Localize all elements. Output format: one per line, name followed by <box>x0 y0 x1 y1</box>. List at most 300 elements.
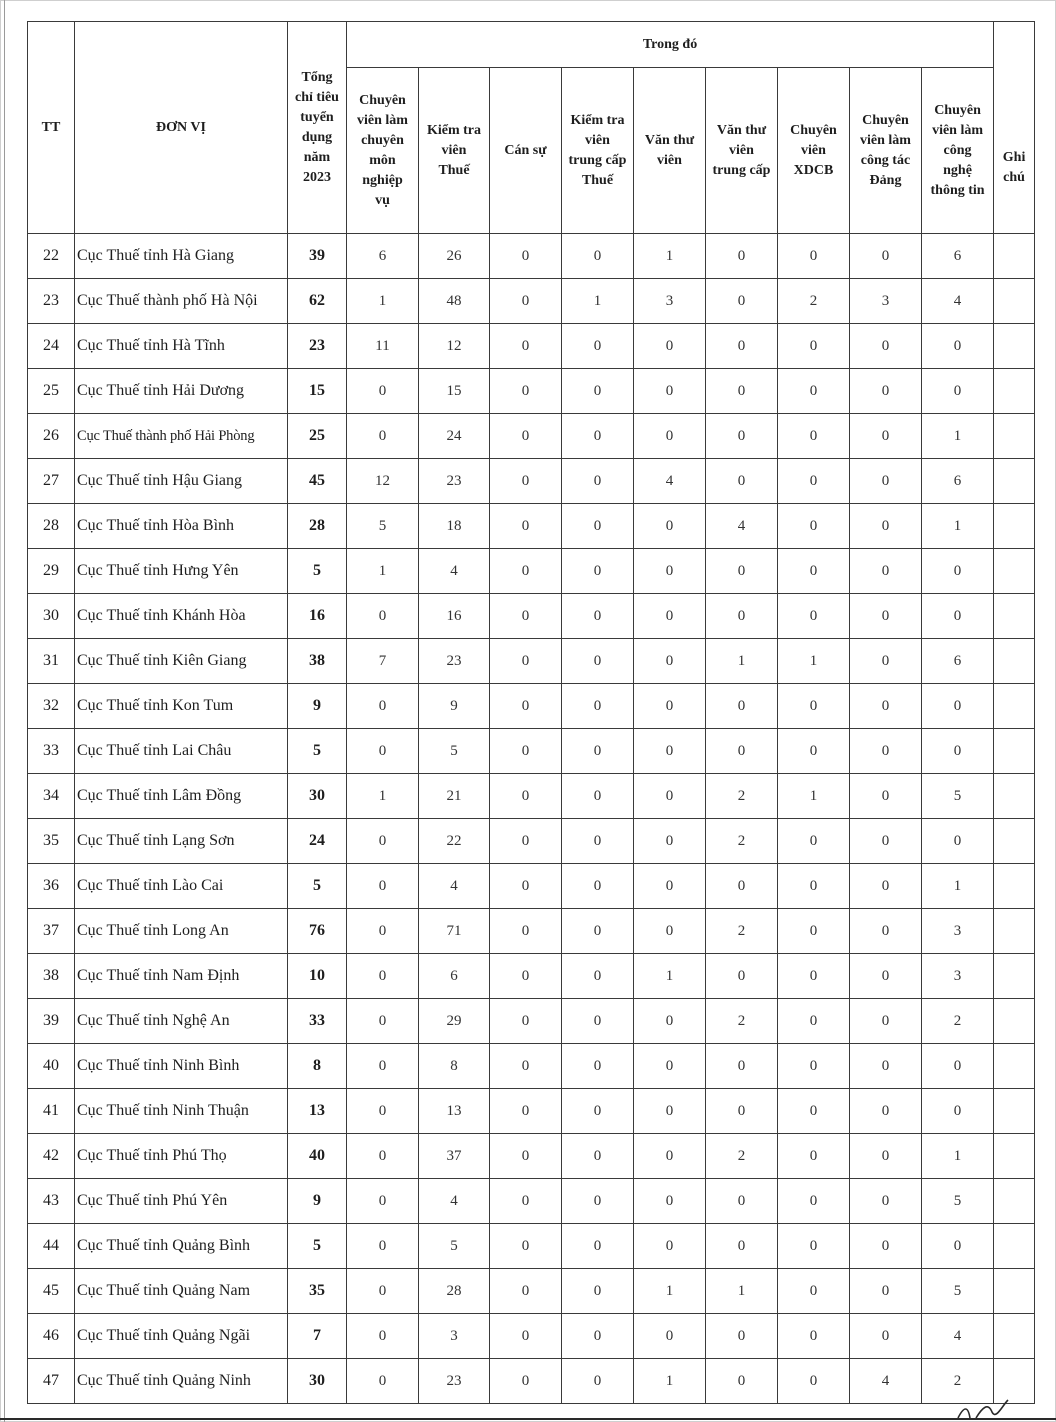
notes-cell <box>994 1269 1035 1314</box>
total-quota: 10 <box>288 954 347 999</box>
total-quota: 9 <box>288 1179 347 1224</box>
unit-name: Cục Thuế tỉnh Kon Tum <box>75 684 288 729</box>
header-tt: TT <box>28 22 75 234</box>
total-quota: 38 <box>288 639 347 684</box>
total-quota: 5 <box>288 864 347 909</box>
header-unit: ĐƠN VỊ <box>75 22 288 234</box>
unit-name: Cục Thuế tỉnh Phú Thọ <box>75 1134 288 1179</box>
clerk-count: 0 <box>490 999 562 1044</box>
archivist-count: 0 <box>634 324 706 369</box>
it-specialist-count: 1 <box>922 504 994 549</box>
clerk-count: 0 <box>490 1044 562 1089</box>
notes-cell <box>994 1224 1035 1269</box>
unit-name: Cục Thuế tỉnh Hậu Giang <box>75 459 288 504</box>
specialist-professional-count: 0 <box>347 954 419 999</box>
it-specialist-count: 3 <box>922 909 994 954</box>
table-row <box>28 549 1035 594</box>
intermediate-archivist-count: 0 <box>706 549 778 594</box>
capital-construction-specialist-count: 0 <box>778 369 850 414</box>
total-quota: 5 <box>288 1224 347 1269</box>
clerk-count: 0 <box>490 729 562 774</box>
intermediate-tax-inspector-count: 0 <box>562 639 634 684</box>
table-row <box>28 999 1035 1044</box>
tax-inspector-count: 16 <box>419 594 490 639</box>
intermediate-archivist-count: 0 <box>706 1044 778 1089</box>
specialist-professional-count: 0 <box>347 369 419 414</box>
intermediate-archivist-count: 0 <box>706 684 778 729</box>
clerk-count: 0 <box>490 459 562 504</box>
unit-name: Cục Thuế tỉnh Hà Giang <box>75 234 288 279</box>
archivist-count: 0 <box>634 414 706 459</box>
notes-cell <box>994 729 1035 774</box>
row-number: 23 <box>28 279 75 324</box>
party-affairs-specialist-count: 0 <box>850 819 922 864</box>
row-number: 32 <box>28 684 75 729</box>
clerk-count: 0 <box>490 684 562 729</box>
total-quota: 24 <box>288 819 347 864</box>
notes-cell <box>994 684 1035 729</box>
capital-construction-specialist-count: 0 <box>778 459 850 504</box>
total-quota: 35 <box>288 1269 347 1314</box>
capital-construction-specialist-count: 0 <box>778 504 850 549</box>
row-number: 42 <box>28 1134 75 1179</box>
specialist-professional-count: 0 <box>347 1359 419 1404</box>
intermediate-archivist-count: 0 <box>706 864 778 909</box>
notes-cell <box>994 1359 1035 1404</box>
party-affairs-specialist-count: 0 <box>850 414 922 459</box>
row-number: 45 <box>28 1269 75 1314</box>
notes-cell <box>994 369 1035 414</box>
total-quota: 9 <box>288 684 347 729</box>
archivist-count: 0 <box>634 504 706 549</box>
header-specialist-professional: Chuyên viên làm chuyên môn nghiệp vụ <box>347 68 419 234</box>
row-number: 27 <box>28 459 75 504</box>
tax-inspector-count: 71 <box>419 909 490 954</box>
notes-cell <box>994 1314 1035 1359</box>
it-specialist-count: 0 <box>922 594 994 639</box>
clerk-count: 0 <box>490 504 562 549</box>
it-specialist-count: 6 <box>922 459 994 504</box>
clerk-count: 0 <box>490 1179 562 1224</box>
header-total-quota: Tổng chỉ tiêu tuyển dụng năm 2023 <box>288 22 347 234</box>
specialist-professional-count: 0 <box>347 999 419 1044</box>
table-row <box>28 1269 1035 1314</box>
it-specialist-count: 3 <box>922 954 994 999</box>
notes-cell <box>994 819 1035 864</box>
unit-name: Cục Thuế tỉnh Lâm Đồng <box>75 774 288 819</box>
intermediate-tax-inspector-count: 0 <box>562 774 634 819</box>
specialist-professional-count: 0 <box>347 1269 419 1314</box>
intermediate-archivist-count: 0 <box>706 729 778 774</box>
party-affairs-specialist-count: 0 <box>850 729 922 774</box>
specialist-professional-count: 0 <box>347 819 419 864</box>
row-number: 46 <box>28 1314 75 1359</box>
clerk-count: 0 <box>490 774 562 819</box>
specialist-professional-count: 0 <box>347 909 419 954</box>
notes-cell <box>994 324 1035 369</box>
party-affairs-specialist-count: 0 <box>850 1044 922 1089</box>
notes-cell <box>994 864 1035 909</box>
archivist-count: 0 <box>634 999 706 1044</box>
intermediate-archivist-count: 4 <box>706 504 778 549</box>
intermediate-tax-inspector-count: 0 <box>562 954 634 999</box>
notes-cell <box>994 234 1035 279</box>
unit-name: Cục Thuế tỉnh Hưng Yên <box>75 549 288 594</box>
header-intermediate-archivist: Văn thư viên trung cấp <box>706 68 778 234</box>
table-row <box>28 729 1035 774</box>
specialist-professional-count: 5 <box>347 504 419 549</box>
intermediate-archivist-count: 0 <box>706 414 778 459</box>
archivist-count: 0 <box>634 819 706 864</box>
header-party-affairs-specialist: Chuyên viên làm công tác Đảng <box>850 68 922 234</box>
unit-name: Cục Thuế tỉnh Quảng Ninh <box>75 1359 288 1404</box>
table-row <box>28 1089 1035 1134</box>
party-affairs-specialist-count: 0 <box>850 999 922 1044</box>
it-specialist-count: 0 <box>922 819 994 864</box>
capital-construction-specialist-count: 0 <box>778 414 850 459</box>
capital-construction-specialist-count: 1 <box>778 639 850 684</box>
table-row <box>28 909 1035 954</box>
tax-inspector-count: 28 <box>419 1269 490 1314</box>
party-affairs-specialist-count: 0 <box>850 1314 922 1359</box>
tax-inspector-count: 9 <box>419 684 490 729</box>
notes-cell <box>994 909 1035 954</box>
intermediate-tax-inspector-count: 0 <box>562 1314 634 1359</box>
archivist-count: 0 <box>634 729 706 774</box>
capital-construction-specialist-count: 0 <box>778 909 850 954</box>
intermediate-tax-inspector-count: 0 <box>562 909 634 954</box>
header-clerk: Cán sự <box>490 68 562 234</box>
notes-cell <box>994 1179 1035 1224</box>
total-quota: 8 <box>288 1044 347 1089</box>
header-archivist: Văn thư viên <box>634 68 706 234</box>
tax-inspector-count: 3 <box>419 1314 490 1359</box>
specialist-professional-count: 11 <box>347 324 419 369</box>
header-notes: Ghi chú <box>994 22 1035 234</box>
notes-cell <box>994 1089 1035 1134</box>
total-quota: 23 <box>288 324 347 369</box>
intermediate-archivist-count: 0 <box>706 1359 778 1404</box>
capital-construction-specialist-count: 0 <box>778 1179 850 1224</box>
capital-construction-specialist-count: 0 <box>778 1269 850 1314</box>
capital-construction-specialist-count: 1 <box>778 774 850 819</box>
unit-name: Cục Thuế tỉnh Quảng Nam <box>75 1269 288 1314</box>
clerk-count: 0 <box>490 279 562 324</box>
archivist-count: 0 <box>634 1089 706 1134</box>
archivist-count: 0 <box>634 1134 706 1179</box>
intermediate-tax-inspector-count: 0 <box>562 1224 634 1269</box>
specialist-professional-count: 0 <box>347 1044 419 1089</box>
total-quota: 45 <box>288 459 347 504</box>
party-affairs-specialist-count: 0 <box>850 594 922 639</box>
total-quota: 62 <box>288 279 347 324</box>
clerk-count: 0 <box>490 864 562 909</box>
it-specialist-count: 4 <box>922 279 994 324</box>
party-affairs-specialist-count: 4 <box>850 1359 922 1404</box>
party-affairs-specialist-count: 0 <box>850 369 922 414</box>
clerk-count: 0 <box>490 549 562 594</box>
it-specialist-count: 5 <box>922 774 994 819</box>
archivist-count: 0 <box>634 1224 706 1269</box>
intermediate-tax-inspector-count: 0 <box>562 549 634 594</box>
unit-name: Cục Thuế thành phố Hải Phòng <box>75 414 288 459</box>
intermediate-archivist-count: 2 <box>706 999 778 1044</box>
it-specialist-count: 5 <box>922 1269 994 1314</box>
capital-construction-specialist-count: 0 <box>778 1224 850 1269</box>
specialist-professional-count: 0 <box>347 414 419 459</box>
unit-name: Cục Thuế tỉnh Lào Cai <box>75 864 288 909</box>
it-specialist-count: 6 <box>922 234 994 279</box>
party-affairs-specialist-count: 0 <box>850 504 922 549</box>
intermediate-archivist-count: 0 <box>706 369 778 414</box>
intermediate-archivist-count: 2 <box>706 909 778 954</box>
tax-inspector-count: 22 <box>419 819 490 864</box>
table-row <box>28 1224 1035 1269</box>
intermediate-archivist-count: 0 <box>706 594 778 639</box>
archivist-count: 0 <box>634 639 706 684</box>
intermediate-archivist-count: 0 <box>706 1089 778 1134</box>
specialist-professional-count: 0 <box>347 1314 419 1359</box>
tax-inspector-count: 4 <box>419 549 490 594</box>
total-quota: 39 <box>288 234 347 279</box>
row-number: 37 <box>28 909 75 954</box>
intermediate-archivist-count: 2 <box>706 774 778 819</box>
it-specialist-count: 0 <box>922 369 994 414</box>
header-intermediate-tax-inspector: Kiểm tra viên trung cấp Thuế <box>562 68 634 234</box>
unit-name: Cục Thuế tỉnh Hải Dương <box>75 369 288 414</box>
row-number: 43 <box>28 1179 75 1224</box>
intermediate-tax-inspector-count: 0 <box>562 1089 634 1134</box>
archivist-count: 0 <box>634 369 706 414</box>
clerk-count: 0 <box>490 1359 562 1404</box>
party-affairs-specialist-count: 0 <box>850 324 922 369</box>
it-specialist-count: 1 <box>922 864 994 909</box>
tax-inspector-count: 26 <box>419 234 490 279</box>
unit-name: Cục Thuế tỉnh Quảng Bình <box>75 1224 288 1269</box>
unit-name: Cục Thuế tỉnh Long An <box>75 909 288 954</box>
intermediate-archivist-count: 0 <box>706 954 778 999</box>
table-row <box>28 279 1035 324</box>
it-specialist-count: 1 <box>922 1134 994 1179</box>
clerk-count: 0 <box>490 1134 562 1179</box>
party-affairs-specialist-count: 0 <box>850 1089 922 1134</box>
table-row <box>28 864 1035 909</box>
specialist-professional-count: 0 <box>347 1089 419 1134</box>
party-affairs-specialist-count: 0 <box>850 909 922 954</box>
clerk-count: 0 <box>490 1314 562 1359</box>
unit-name: Cục Thuế tỉnh Nghệ An <box>75 999 288 1044</box>
row-number: 39 <box>28 999 75 1044</box>
unit-name: Cục Thuế tỉnh Khánh Hòa <box>75 594 288 639</box>
specialist-professional-count: 1 <box>347 774 419 819</box>
tax-inspector-count: 23 <box>419 459 490 504</box>
specialist-professional-count: 6 <box>347 234 419 279</box>
total-quota: 40 <box>288 1134 347 1179</box>
archivist-count: 0 <box>634 684 706 729</box>
archivist-count: 1 <box>634 1269 706 1314</box>
row-number: 22 <box>28 234 75 279</box>
it-specialist-count: 5 <box>922 1179 994 1224</box>
clerk-count: 0 <box>490 909 562 954</box>
header-it-specialist: Chuyên viên làm công nghệ thông tin <box>922 68 994 234</box>
tax-inspector-count: 23 <box>419 1359 490 1404</box>
tax-inspector-count: 6 <box>419 954 490 999</box>
clerk-count: 0 <box>490 369 562 414</box>
total-quota: 7 <box>288 1314 347 1359</box>
total-quota: 76 <box>288 909 347 954</box>
party-affairs-specialist-count: 0 <box>850 864 922 909</box>
clerk-count: 0 <box>490 954 562 999</box>
notes-cell <box>994 279 1035 324</box>
unit-name: Cục Thuế tỉnh Kiên Giang <box>75 639 288 684</box>
specialist-professional-count: 0 <box>347 729 419 774</box>
party-affairs-specialist-count: 0 <box>850 684 922 729</box>
clerk-count: 0 <box>490 234 562 279</box>
row-number: 30 <box>28 594 75 639</box>
total-quota: 30 <box>288 774 347 819</box>
capital-construction-specialist-count: 0 <box>778 1314 850 1359</box>
intermediate-tax-inspector-count: 0 <box>562 324 634 369</box>
it-specialist-count: 0 <box>922 729 994 774</box>
archivist-count: 0 <box>634 1179 706 1224</box>
specialist-professional-count: 12 <box>347 459 419 504</box>
table-row <box>28 414 1035 459</box>
row-number: 35 <box>28 819 75 864</box>
it-specialist-count: 2 <box>922 1359 994 1404</box>
unit-name: Cục Thuế thành phố Hà Nội <box>75 279 288 324</box>
specialist-professional-count: 0 <box>347 1179 419 1224</box>
tax-inspector-count: 5 <box>419 729 490 774</box>
intermediate-tax-inspector-count: 0 <box>562 369 634 414</box>
total-quota: 5 <box>288 549 347 594</box>
capital-construction-specialist-count: 0 <box>778 999 850 1044</box>
table-row <box>28 819 1035 864</box>
tax-inspector-count: 48 <box>419 279 490 324</box>
notes-cell <box>994 954 1035 999</box>
table-row <box>28 324 1035 369</box>
table-row <box>28 1134 1035 1179</box>
tax-inspector-count: 24 <box>419 414 490 459</box>
notes-cell <box>994 549 1035 594</box>
header-tax-inspector: Kiểm tra viên Thuế <box>419 68 490 234</box>
row-number: 29 <box>28 549 75 594</box>
row-number: 36 <box>28 864 75 909</box>
intermediate-archivist-count: 0 <box>706 234 778 279</box>
total-quota: 15 <box>288 369 347 414</box>
capital-construction-specialist-count: 0 <box>778 594 850 639</box>
row-number: 40 <box>28 1044 75 1089</box>
handwritten-initials <box>952 1398 1012 1420</box>
intermediate-tax-inspector-count: 1 <box>562 279 634 324</box>
clerk-count: 0 <box>490 414 562 459</box>
tax-inspector-count: 8 <box>419 1044 490 1089</box>
total-quota: 30 <box>288 1359 347 1404</box>
archivist-count: 0 <box>634 1044 706 1089</box>
table-row <box>28 1044 1035 1089</box>
notes-cell <box>994 999 1035 1044</box>
notes-cell <box>994 414 1035 459</box>
intermediate-tax-inspector-count: 0 <box>562 594 634 639</box>
archivist-count: 1 <box>634 234 706 279</box>
party-affairs-specialist-count: 0 <box>850 1269 922 1314</box>
clerk-count: 0 <box>490 1089 562 1134</box>
table-row <box>28 639 1035 684</box>
intermediate-tax-inspector-count: 0 <box>562 684 634 729</box>
intermediate-tax-inspector-count: 0 <box>562 1179 634 1224</box>
intermediate-tax-inspector-count: 0 <box>562 414 634 459</box>
party-affairs-specialist-count: 0 <box>850 1224 922 1269</box>
capital-construction-specialist-count: 0 <box>778 729 850 774</box>
archivist-count: 0 <box>634 774 706 819</box>
capital-construction-specialist-count: 0 <box>778 234 850 279</box>
page-bottom-edge <box>0 1418 1056 1420</box>
party-affairs-specialist-count: 0 <box>850 234 922 279</box>
specialist-professional-count: 1 <box>347 279 419 324</box>
archivist-count: 0 <box>634 1314 706 1359</box>
it-specialist-count: 0 <box>922 1224 994 1269</box>
unit-name: Cục Thuế tỉnh Phú Yên <box>75 1179 288 1224</box>
intermediate-archivist-count: 1 <box>706 639 778 684</box>
party-affairs-specialist-count: 0 <box>850 1179 922 1224</box>
clerk-count: 0 <box>490 639 562 684</box>
unit-name: Cục Thuế tỉnh Hòa Bình <box>75 504 288 549</box>
row-number: 31 <box>28 639 75 684</box>
tax-inspector-count: 4 <box>419 1179 490 1224</box>
row-number: 38 <box>28 954 75 999</box>
it-specialist-count: 0 <box>922 1089 994 1134</box>
total-quota: 5 <box>288 729 347 774</box>
capital-construction-specialist-count: 0 <box>778 324 850 369</box>
intermediate-tax-inspector-count: 0 <box>562 729 634 774</box>
clerk-count: 0 <box>490 1269 562 1314</box>
specialist-professional-count: 0 <box>347 684 419 729</box>
row-number: 24 <box>28 324 75 369</box>
table-row <box>28 369 1035 414</box>
tax-inspector-count: 29 <box>419 999 490 1044</box>
it-specialist-count: 2 <box>922 999 994 1044</box>
recruitment-quota-table <box>27 21 1035 1404</box>
intermediate-tax-inspector-count: 0 <box>562 504 634 549</box>
table-row <box>28 1179 1035 1224</box>
row-number: 44 <box>28 1224 75 1269</box>
it-specialist-count: 0 <box>922 549 994 594</box>
row-number: 26 <box>28 414 75 459</box>
capital-construction-specialist-count: 2 <box>778 279 850 324</box>
clerk-count: 0 <box>490 1224 562 1269</box>
intermediate-archivist-count: 0 <box>706 459 778 504</box>
archivist-count: 1 <box>634 1359 706 1404</box>
unit-name: Cục Thuế tỉnh Lạng Sơn <box>75 819 288 864</box>
intermediate-tax-inspector-count: 0 <box>562 864 634 909</box>
row-number: 34 <box>28 774 75 819</box>
archivist-count: 4 <box>634 459 706 504</box>
intermediate-tax-inspector-count: 0 <box>562 1044 634 1089</box>
table-row <box>28 459 1035 504</box>
intermediate-archivist-count: 1 <box>706 1269 778 1314</box>
party-affairs-specialist-count: 0 <box>850 459 922 504</box>
intermediate-archivist-count: 0 <box>706 279 778 324</box>
tax-inspector-count: 12 <box>419 324 490 369</box>
total-quota: 16 <box>288 594 347 639</box>
table-row <box>28 954 1035 999</box>
tax-inspector-count: 18 <box>419 504 490 549</box>
unit-name: Cục Thuế tỉnh Nam Định <box>75 954 288 999</box>
unit-name: Cục Thuế tỉnh Ninh Thuận <box>75 1089 288 1134</box>
total-quota: 13 <box>288 1089 347 1134</box>
header-of-which: Trong đó <box>347 22 994 68</box>
capital-construction-specialist-count: 0 <box>778 864 850 909</box>
notes-cell <box>994 1134 1035 1179</box>
